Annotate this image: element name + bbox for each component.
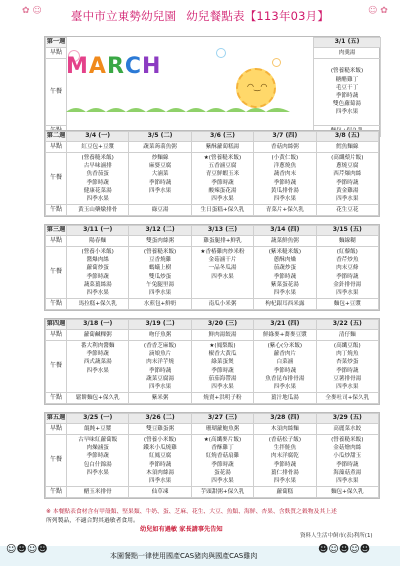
pm-snack: 鬆餅麵包+保久乳	[67, 393, 129, 404]
lunch-label: 午餐	[46, 341, 67, 393]
pm-snack: 花生豆花	[316, 205, 378, 216]
lunch-item: 茄茄海帶湯	[208, 375, 237, 382]
am-snack: 珊瑚蘿鮑魚粥	[191, 424, 253, 435]
lunch-item: 滴娘魚片	[148, 351, 172, 358]
day-header: 3/1 (五)	[314, 38, 381, 48]
lunch-item: 薑仁排骨湯	[270, 469, 299, 476]
lunch-item: 季節時蔬	[273, 179, 297, 186]
lunch-item: 四季水果	[336, 195, 359, 202]
day-header: 3/25 (一)	[67, 414, 129, 424]
lunch-item: 四季水果	[86, 195, 109, 202]
day-header: 3/27 (三)	[191, 414, 253, 424]
pm-snack: 麵包+豆漿	[316, 299, 378, 310]
lunch-item: (香菇松子飯)	[268, 437, 302, 443]
children-illustration-icon: ☻☺☻☺☻	[318, 544, 371, 555]
march-letter: M	[66, 54, 88, 79]
am-snack: 雙豆雞蛋粥	[129, 424, 191, 435]
lunch-item: 豆香燒雞	[148, 257, 172, 264]
lunch-item: 蔥燒豆腐	[336, 163, 359, 170]
lunch-item: 毛豆干丁	[335, 84, 359, 91]
lunch-item: 白菜滷	[276, 359, 294, 366]
children-illustration-icon: ☺☻☺☻	[6, 544, 48, 555]
lunch-label: 午餐	[46, 59, 67, 126]
am-snack: 餛飩+豆漿	[67, 424, 129, 435]
lunch-item: 季節時蔬	[148, 461, 172, 468]
pm-snack: 醋玉米排骨	[67, 487, 129, 498]
lunch-label: 午餐	[46, 435, 67, 487]
day-header: 3/26 (二)	[129, 414, 191, 424]
lunch-item: ★香椿雞肉炒米粉	[200, 249, 245, 255]
lunch-item: 四季水果	[336, 383, 359, 390]
lunch-cell	[129, 341, 191, 393]
lunch-item: 金菇燴肉絲	[333, 445, 362, 452]
lunch-cell	[67, 435, 129, 487]
lunch-item: 季節時蔬	[336, 461, 359, 468]
day-header: 3/6 (三)	[191, 132, 253, 142]
lunch-item: 四季水果	[211, 273, 234, 280]
lunch-cell	[254, 435, 316, 487]
march-word	[66, 54, 161, 79]
lunch-item: 蔬菜薑絲湯	[83, 281, 112, 288]
am-snack: 木須肉絲麵	[254, 424, 316, 435]
day-header: 3/14 (四)	[254, 226, 316, 236]
day-header: 3/29 (五)	[316, 414, 378, 424]
pm-snack: 生日蛋糕+保久乳	[191, 205, 253, 216]
am-snack-label: 早點	[46, 330, 67, 341]
page-header	[0, 0, 400, 34]
day-header: 3/13 (三)	[191, 226, 253, 236]
lunch-item: 香酥雞丁	[211, 445, 234, 452]
lunch-item: 四季水果	[273, 383, 297, 390]
lunch-item: (紫心(分米飯)	[267, 343, 303, 349]
day-header: 3/21 (四)	[254, 320, 316, 330]
lunch-label: 午餐	[46, 247, 67, 299]
lunch-item: 蔥酥肉燥	[273, 257, 297, 264]
lunch-cell	[191, 435, 253, 487]
am-snack: 雙蛋肉絲粥	[129, 236, 191, 247]
lunch-item: 季節時蔬	[86, 453, 109, 460]
pm-snack: 馬拉糕+保久乳	[67, 299, 129, 310]
day-header: 3/15 (五)	[316, 226, 378, 236]
lunch-cell	[254, 153, 316, 205]
lunch-item: 四季水果	[86, 367, 109, 374]
lunch-item: 季節時蔬	[148, 179, 172, 186]
march-banner	[66, 48, 290, 122]
pm-snack: 芋頭甜粥+保久乳	[191, 487, 253, 498]
pm-snack: 蘿蔔糕	[254, 487, 316, 498]
lunch-item: 季節時蔬	[211, 367, 234, 374]
lunch-item: 青豆鮮蝦玉米	[205, 171, 240, 178]
lunch-item: (營養糙米飯)	[81, 155, 114, 161]
lunch-item: 茄蔬炒蛋	[273, 265, 297, 272]
lunch-cell	[191, 341, 253, 393]
lunch-item: 綠菜蛋煲	[211, 359, 234, 366]
pm-snack: 薑汁地瓜湯	[254, 393, 316, 404]
lunch-item: 四季水果	[273, 477, 297, 484]
am-snack: 麵線糊	[316, 236, 378, 247]
lunch-item: (紫米糙米飯)	[268, 249, 302, 255]
lunch-item: 季節時蔬	[273, 367, 297, 374]
lunch-item: 健康花菜湯	[83, 187, 112, 194]
pm-snack-label: 午點	[46, 299, 67, 310]
allergen-note: ※ 本餐點表食材含有甲殼類、堅果類、牛奶、蛋、芝麻、花生、大豆、魚類、海鮮、杏果、含麩質之穀物及其上述	[46, 509, 337, 515]
lunch-item: 螞蟻上樹	[148, 265, 172, 272]
am-snack: 蔬菜鮮魚粥	[254, 236, 316, 247]
lunch-cell	[67, 341, 129, 393]
am-snack: 雞蛋腿排+鮮乳	[191, 236, 253, 247]
lunch-cell	[67, 247, 129, 299]
lunch-item: 季節時蔬	[336, 367, 359, 374]
lunch-item: 四季水果	[86, 469, 109, 476]
lunch-item: 五香滷豆腐	[208, 163, 237, 170]
week-label: 第一週	[46, 38, 67, 48]
lunch-item: 紫菜蛋花湯	[270, 281, 299, 288]
week-label: 第五週	[46, 414, 67, 424]
allergen-note-cont: 所列製品，不適合對其過敏者食用。	[46, 518, 139, 524]
day-header: 3/4 (一)	[67, 132, 129, 142]
am-snack: 高麗菜水餃	[316, 424, 378, 435]
lunch-item: ★(營養糙米飯)	[203, 155, 242, 161]
pm-snack: 青菜片+保久乳	[254, 205, 316, 216]
lunch-item: 季節時蔬	[86, 179, 109, 186]
lunch-item: 四季水果	[86, 289, 109, 296]
lunch-item: 麻婆豆腐	[148, 163, 172, 170]
lunch-item: 西芹爆肉絲	[333, 171, 362, 178]
am-snack: 蘿蔔鹹粿粥	[67, 330, 129, 341]
lunch-item: 午兔腿里湯	[146, 281, 175, 288]
lunch-cell	[254, 341, 316, 393]
lunch-item: 小瓜炒甜玉	[333, 453, 362, 460]
week-label: 第四週	[46, 320, 67, 330]
lunch-item: (營養糙米飯)	[331, 437, 364, 443]
lunch-item: 雙瓜炒蛋	[148, 273, 172, 280]
lunch-item: 肉末洋腐乾	[270, 453, 299, 460]
lunch-cell	[316, 341, 378, 393]
lunch-item: (小黃仁飯)	[271, 155, 299, 161]
lunch-item: ★(高纖麥片飯)	[203, 437, 242, 443]
lunch-cell	[254, 247, 316, 299]
am-snack: 鱈魚麵線	[316, 142, 378, 153]
lunch-item: 四季水果	[336, 289, 359, 296]
lunch-item: 糖醋雞丁	[335, 76, 359, 83]
lunch-item: 香芹炒魚	[336, 257, 359, 264]
lunch-item: 木須肉絲湯	[146, 469, 175, 476]
lunch-item: (營養糙米飯)	[330, 68, 364, 75]
lunch-item: (紅藜飯)	[336, 249, 358, 255]
allergy-reminder: 幼兒如有過敏 家長請事先告知	[140, 526, 223, 533]
lunch-item: 西式蔬菜湯	[83, 359, 112, 366]
lunch-item: 肉末豆條	[336, 265, 359, 272]
lunch-cell	[316, 435, 378, 487]
week-label: 第三週	[46, 226, 67, 236]
sun-icon	[236, 68, 276, 108]
lunch-item: 番大利肉醬麵	[80, 343, 115, 349]
pm-snack-label: 午點	[46, 393, 67, 404]
lunch-item: 肉丁燒魚	[336, 351, 359, 358]
school-name: 臺中市立東勢幼兒園	[70, 9, 177, 23]
lunch-item: 金菇滷干片	[208, 257, 237, 264]
lunch-item: 黃瓜排骨湯	[270, 187, 299, 194]
nursery-credit: 資料人生活中飼市(表)利所(1)	[300, 533, 373, 539]
cas-meat-notice: 本園餐點一律使用國產CAS豬肉與國產CAS雞肉	[110, 552, 258, 560]
lunch-item: 海藻菇煮湯	[333, 469, 362, 476]
lunch-item: 四季水果	[273, 195, 297, 202]
lunch-item: (高纖蔾片飯)	[331, 155, 364, 161]
am-snack: 肉羹湯	[314, 48, 381, 59]
lunch-item: ★(鳳梨飯)	[209, 343, 236, 349]
lunch-item: 雙色蘿蔔湯	[333, 101, 361, 108]
lunch-item: 豆薯排骨湯	[333, 375, 362, 382]
am-snack-label: 早點	[46, 424, 67, 435]
lunch-cell	[129, 435, 191, 487]
march-letter: C	[124, 54, 142, 79]
pm-snack: 黃玉山藥燉排骨	[67, 205, 129, 216]
lunch-item: 季節時蔬	[273, 273, 297, 280]
lunch-item: (營養小米飯)	[143, 437, 177, 443]
lunch-item: 杏菜炒蛋	[336, 359, 359, 366]
lunch-item: 紅燒香菇扇雞	[205, 453, 240, 460]
march-letter: R	[106, 54, 124, 79]
lunch-item: 大滷菜	[151, 171, 169, 178]
lunch-item: 四季水果	[148, 383, 172, 390]
lunch-item: 包白什錦湯	[83, 461, 112, 468]
decoration-right-icon: ☺ ✿	[368, 6, 388, 16]
pm-snack: 綠豆湯	[129, 205, 191, 216]
day-header: 3/18 (一)	[67, 320, 129, 330]
day-header: 3/22 (五)	[316, 320, 378, 330]
lunch-item: (高纖豆飯)	[333, 343, 361, 349]
lunch-cell	[191, 247, 253, 299]
lunch-item: 魚香茄蛋	[86, 171, 109, 178]
lunch-item: 一品冬瓜湯	[208, 265, 237, 272]
day-header: 3/8 (五)	[316, 132, 378, 142]
lunch-item: 季節時蔬	[273, 461, 297, 468]
lunch-cell	[191, 153, 253, 205]
grass-icon	[66, 104, 290, 112]
lunch-item: 四季水果	[273, 289, 297, 296]
am-snack: 蔬菜蒟蒻魚粥	[129, 142, 191, 153]
am-snack-label: 早點	[46, 236, 67, 247]
day-header: 3/12 (二)	[129, 226, 191, 236]
day-header: 3/28 (四)	[254, 414, 316, 424]
day-header: 3/7 (四)	[254, 132, 316, 142]
lunch-item: 季節時蔬	[86, 351, 109, 358]
am-snack: 鮮綠麥+蕎麥豆漿	[254, 330, 316, 341]
am-snack: 紫酥蘿蔔糕湯	[191, 142, 253, 153]
lunch-item: 四季水果	[148, 289, 172, 296]
lunch-cell	[314, 59, 381, 126]
pm-snack: 全麥吐司+保久乳	[316, 393, 378, 404]
lunch-item: 季節時蔬	[86, 273, 109, 280]
lunch-item: 四季水果	[148, 187, 172, 194]
pm-snack: 枸杞銀耳西米露	[254, 299, 316, 310]
day-header: 3/19 (二)	[129, 320, 191, 330]
lunch-item: 蔬香肉末	[273, 171, 297, 178]
lunch-item: 四季水果	[336, 477, 359, 484]
lunch-item: 炒麵線	[151, 155, 169, 161]
menu-title: 幼兒餐點表	[186, 9, 245, 23]
lunch-item: 洋蔥燒魚	[273, 163, 297, 170]
week4-table	[44, 318, 380, 405]
lunch-item: 蛋花湯	[214, 469, 231, 476]
page-title	[36, 8, 364, 24]
lunch-item: 生拌鮭魚	[273, 445, 297, 452]
pm-snack: 水煎包+鮮奶	[129, 299, 191, 310]
march-letter: A	[88, 54, 106, 79]
lunch-item: 四季水果	[148, 477, 172, 484]
lunch-item: 魚香昆布排骨湯	[265, 375, 305, 382]
week2-table	[44, 130, 380, 217]
day-header: 3/20 (三)	[191, 320, 253, 330]
lunch-item: 蘿蔔炒蛋	[86, 265, 109, 272]
lunch-cell	[129, 247, 191, 299]
week-label: 第二週	[46, 132, 67, 142]
lunch-cell	[129, 153, 191, 205]
lunch-item: 四季水果	[335, 109, 359, 116]
pm-snack: 麵包+保久乳	[316, 487, 378, 498]
lunch-item: 季節時蔬	[211, 179, 234, 186]
week3-table	[44, 224, 380, 311]
pm-snack-label: 午點	[46, 205, 67, 216]
day-header: 3/5 (二)	[129, 132, 191, 142]
am-snack: 吻仔魚粥	[129, 330, 191, 341]
lunch-cell	[67, 153, 129, 205]
lunch-item: 金針排骨湯	[333, 281, 362, 288]
lunch-item: 蘿香肉片	[273, 351, 297, 358]
lunch-item: (營養小米飯)	[81, 249, 114, 255]
lunch-item: (香香芝麻飯)	[143, 343, 177, 349]
lunch-label: 午餐	[46, 153, 67, 205]
lunch-item: 四季水果	[211, 383, 234, 390]
week5-table	[44, 412, 380, 499]
pm-snack: 南瓜小米粥	[191, 299, 253, 310]
lunch-item: 黃金雞湯	[336, 187, 359, 194]
pm-snack: 紫米粥	[129, 393, 191, 404]
menu-period: 【113年03月】	[244, 9, 330, 23]
lunch-item: 蔬菜豆腐湯	[146, 375, 175, 382]
lunch-item: 肉末洋芋燒	[146, 359, 175, 366]
decoration-left-icon: ✿ ☺	[22, 6, 42, 16]
lunch-item: 古早味紅蘿蔔飯	[78, 437, 118, 443]
am-snack: 鮮肉湯餃湯	[191, 330, 253, 341]
am-snack: 陽春麵	[67, 236, 129, 247]
lunch-item: 肉燥滷蛋	[86, 445, 109, 452]
lunch-item: 四季水果	[211, 477, 234, 484]
lunch-cell	[316, 247, 378, 299]
lunch-cell	[316, 153, 378, 205]
lunch-item: 季節時蔬	[335, 93, 359, 99]
lunch-item: (營養糙米飯)	[143, 249, 177, 255]
lunch-item: 醬爆肉絲	[86, 257, 109, 264]
day-header: 3/11 (一)	[67, 226, 129, 236]
lunch-item: 季節時蔬	[336, 273, 359, 280]
lunch-item: 古早味滷排	[83, 163, 112, 170]
am-snack-label: 早點	[46, 48, 67, 59]
am-snack: 紅豆包+豆漿	[67, 142, 129, 153]
sun-face-icon: ◠‿◠	[247, 82, 268, 91]
am-snack: 香菇肉絲粥	[254, 142, 316, 153]
pm-snack-label: 午點	[46, 487, 67, 498]
lunch-item: 鐵米小瓜燒雞	[143, 445, 177, 452]
lunch-item: 酸辣蛋花湯	[208, 187, 237, 194]
am-snack: 清仔麵	[316, 330, 378, 341]
bubble-icon	[272, 58, 281, 67]
lunch-item: 椒香大黃瓜	[208, 351, 237, 358]
pm-snack: 仙草凍	[129, 487, 191, 498]
pm-snack: 燒賣+洪明子粉	[191, 393, 253, 404]
lunch-item: 季節時蔬	[148, 367, 172, 374]
lunch-item: 四季水果	[211, 195, 234, 202]
lunch-item: 季節時蔬	[336, 179, 359, 186]
lunch-item: 季節時蔬	[211, 461, 234, 468]
bubble-icon	[216, 48, 226, 58]
am-snack-label: 早點	[46, 142, 67, 153]
march-letter: H	[142, 54, 161, 79]
lunch-item: 紅鳳豆腐	[148, 453, 172, 460]
